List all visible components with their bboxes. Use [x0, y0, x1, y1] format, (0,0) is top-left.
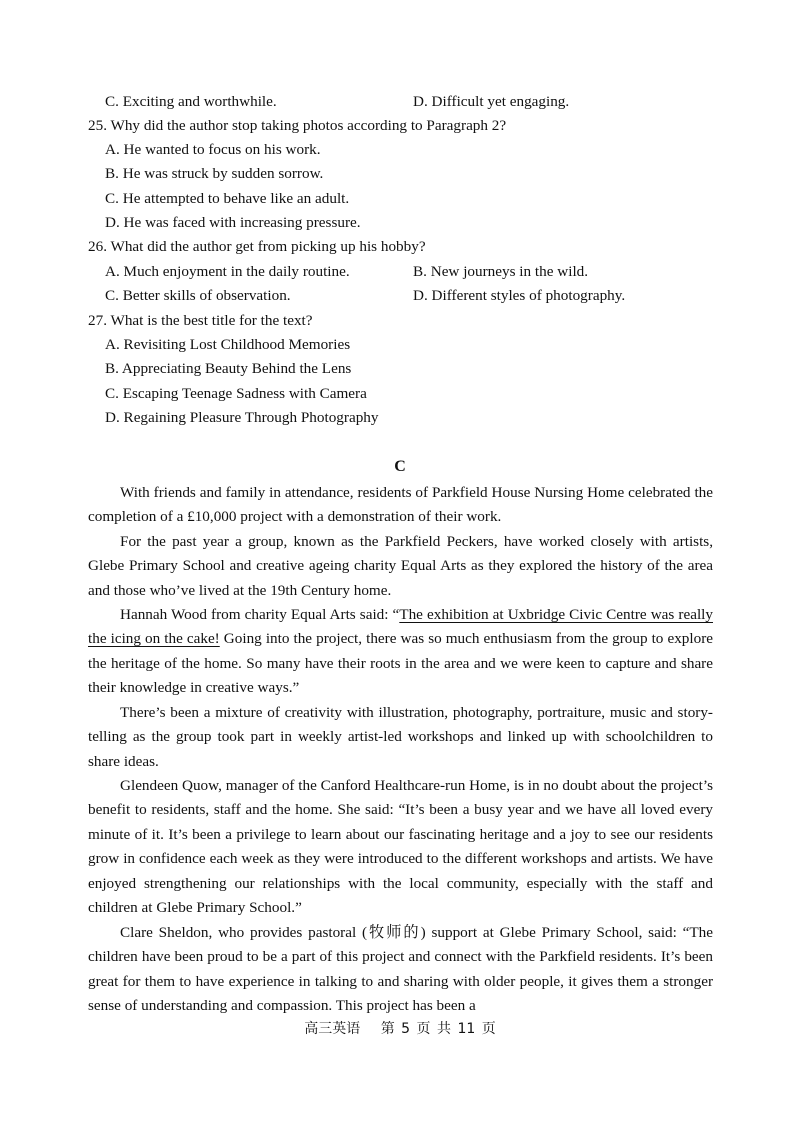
q26-option-c: C. Better skills of observation. [105, 287, 291, 304]
page-footer: 高三英语 第 5 页 共 11 页 [304, 1021, 496, 1037]
passage-paragraph-3 [88, 603, 713, 701]
q26-stem: 26. What did the author get from picking up his hobby? [88, 238, 426, 255]
q26-option-b: B. New journeys in the wild. [413, 263, 589, 280]
passage-paragraph-2: For the past year a group, known as the Parkfield Peckers, have worked closely with artists, Glebe Primary School and creative ageing charity Equal Arts as they explored the history of the area and those who’ve lived at the 19th Century home. [88, 533, 713, 599]
underlined-sentence: The exhibition at Uxbridge Civic Centre was really the icing on the cake! [88, 606, 713, 648]
passage-paragraph-4: There’s been a mixture of creativity with illustration, photography, portraiture, music and story-telling as the group took part in weekly artist-led workshops and linked up with schoolchildren to share ideas. [88, 704, 713, 770]
passage-paragraph-5: Glendeen Quow, manager of the Canford Healthcare-run Home, is in no doubt about the project’s benefit to residents, staff and the home. She said: “It’s been a busy year and we have all loved every minute of it. It’s been a privilege to learn about our fascinating heritage and a joy to see our residents grow in confidence each week as they were introduced to the different workshops and artists. We have enjoyed strengthening our relationships with the local community, especially with the staff and children at Glebe Primary School.” [88, 777, 713, 917]
paragraph-3-rest: Going into the project, there was so much enthusiasm from the group to explore the heritage of the home. So many have their roots in the area and we were keen to capture and share their knowledge in creative ways.” [88, 630, 713, 697]
q25-stem: 25. Why did the author stop taking photos according to Paragraph 2? [88, 117, 507, 134]
q26-option-a: A. Much enjoyment in the daily routine. [105, 263, 350, 280]
paragraph-3-lead: Hannah Wood from charity Equal Arts said: “ [120, 606, 400, 623]
section-title: C [394, 458, 406, 475]
passage-paragraph-6: Clare Sheldon, who provides pastoral (牧师的) support at Glebe Primary School, said: “The children have been proud to be a part of this project and connect with the Parkfield residents. It’s been great for them to have experience in talking to and sharing with older people, it gives them a stronger sense of understanding and compassion. This project has been a [88, 924, 713, 1015]
q24-option-d: D. Difficult yet engaging. [413, 93, 570, 110]
q25-option-c: C. He attempted to behave like an adult. [105, 190, 350, 207]
q27-stem: 27. What is the best title for the text? [88, 312, 313, 329]
q24-option-c: C. Exciting and worthwhile. [105, 93, 277, 110]
q25-option-a: A. He wanted to focus on his work. [105, 141, 321, 158]
q25-option-b: B. He was struck by sudden sorrow. [105, 165, 324, 182]
q27-option-c: C. Escaping Teenage Sadness with Camera [105, 385, 367, 402]
passage-paragraph-1: With friends and family in attendance, residents of Parkfield House Nursing Home celebrated the completion of a £10,000 project with a demonstration of their work. [88, 484, 713, 526]
q26-option-d: D. Different styles of photography. [413, 287, 626, 304]
q25-option-d: D. He was faced with increasing pressure. [105, 214, 361, 231]
q27-option-a: A. Revisiting Lost Childhood Memories [105, 336, 351, 353]
q27-option-b: B. Appreciating Beauty Behind the Lens [105, 360, 352, 377]
q27-option-d: D. Regaining Pleasure Through Photography [105, 409, 379, 426]
